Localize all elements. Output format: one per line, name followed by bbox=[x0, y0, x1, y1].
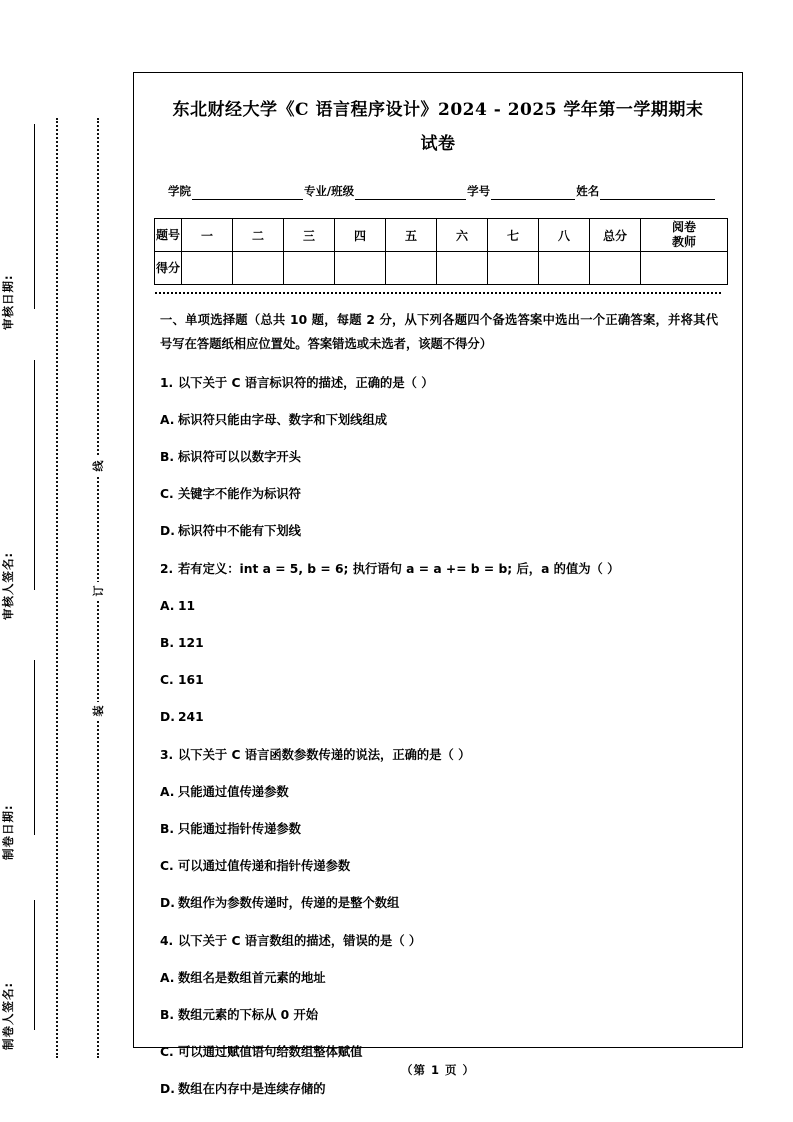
question-2-option-a[interactable] bbox=[160, 595, 718, 617]
score-table-header-row bbox=[155, 219, 728, 252]
score-column-header-4: 四 bbox=[335, 219, 386, 252]
page-title-line-2: 试卷 bbox=[420, 134, 456, 154]
score-cell-7[interactable] bbox=[488, 252, 539, 285]
seal-rule-3 bbox=[34, 660, 35, 835]
question-2-option-a-text: 11 bbox=[178, 599, 196, 613]
question-2-option-c[interactable] bbox=[160, 669, 718, 691]
question-2-option-d[interactable] bbox=[160, 706, 718, 728]
score-column-header-1: 一 bbox=[182, 219, 233, 252]
question-4-option-d-text: 数组在内存中是连续存储的 bbox=[178, 1082, 326, 1096]
question-3-option-b-text: 只能通过指针传递参数 bbox=[178, 822, 301, 836]
field-name[interactable] bbox=[600, 186, 715, 200]
teacher-label-line-2: 教师 bbox=[671, 235, 696, 249]
question-2-option-b-letter: B. bbox=[160, 636, 175, 650]
question-2-number: 2. bbox=[160, 562, 174, 576]
question-2-text: 若有定义：int a = 5, b = 6; 执行语句 a = a += b = b; 后，a 的值为（ ） bbox=[178, 562, 620, 576]
page-title bbox=[154, 93, 722, 161]
question-3-option-d-letter: D. bbox=[160, 896, 175, 910]
question-3-text: 以下关于 C 语言函数参数传递的说法，正确的是（ ） bbox=[178, 748, 471, 762]
page-title-line-1: 东北财经大学《C 语言程序设计》2024 - 2025 学年第一学期期末 bbox=[172, 100, 704, 120]
question-4-option-c-letter: C. bbox=[160, 1045, 174, 1059]
label-major-class: 专业/班级 bbox=[303, 184, 355, 198]
question-4-option-b-text: 数组元素的下标从 0 开始 bbox=[178, 1008, 319, 1022]
question-1-option-b-text: 标识符可以以数字开头 bbox=[178, 450, 301, 464]
field-student-id[interactable] bbox=[491, 186, 575, 200]
seal-rule-1 bbox=[34, 124, 35, 309]
score-cell-5[interactable] bbox=[386, 252, 437, 285]
field-major-class[interactable] bbox=[355, 186, 466, 200]
question-4-option-d-letter: D. bbox=[160, 1082, 175, 1096]
seal-label-preparer-signature: 制卷人签名: bbox=[1, 981, 15, 1050]
question-1-option-a-text: 标识符只能由字母、数字和下划线组成 bbox=[178, 413, 388, 427]
question-4-option-d[interactable] bbox=[160, 1078, 718, 1100]
seal-rule-4 bbox=[34, 900, 35, 1030]
score-cell-2[interactable] bbox=[233, 252, 284, 285]
score-cell-total[interactable] bbox=[590, 252, 641, 285]
question-1-option-d-letter: D. bbox=[160, 524, 175, 538]
question-2-option-b-text: 121 bbox=[178, 636, 204, 650]
question-2-option-b[interactable] bbox=[160, 632, 718, 654]
question-3-option-c-letter: C. bbox=[160, 859, 174, 873]
section-divider-dotted bbox=[155, 292, 721, 294]
question-4-text: 以下关于 C 语言数组的描述，错误的是（ ） bbox=[178, 934, 422, 948]
seal-label-review-date: 审核日期: bbox=[1, 274, 15, 330]
question-3-option-a-letter: A. bbox=[160, 785, 175, 799]
seal-char-ding: 订 bbox=[87, 582, 109, 600]
teacher-label-line-1: 阅卷 bbox=[671, 220, 696, 234]
question-1-option-c-text: 关键字不能作为标识符 bbox=[178, 487, 301, 501]
question-4-option-a-letter: A. bbox=[160, 971, 175, 985]
question-4-number: 4. bbox=[160, 934, 174, 948]
score-column-header-3: 三 bbox=[284, 219, 335, 252]
question-3-option-d[interactable] bbox=[160, 892, 718, 914]
score-table-value-row bbox=[155, 252, 728, 285]
question-3-stem bbox=[160, 744, 718, 766]
question-4-option-b-letter: B. bbox=[160, 1008, 175, 1022]
question-2-stem bbox=[160, 558, 718, 580]
seal-char-xian: 线 bbox=[87, 457, 109, 475]
score-column-header-6: 六 bbox=[437, 219, 488, 252]
label-name: 姓名 bbox=[576, 184, 600, 198]
score-cell-3[interactable] bbox=[284, 252, 335, 285]
label-student-id: 学号 bbox=[467, 184, 491, 198]
score-table bbox=[154, 218, 728, 285]
question-1-option-d-text: 标识符中不能有下划线 bbox=[178, 524, 301, 538]
question-1-stem bbox=[160, 372, 718, 394]
question-2-option-c-text: 161 bbox=[178, 673, 204, 687]
question-2-option-a-letter: A. bbox=[160, 599, 175, 613]
score-column-header-total: 总分 bbox=[590, 219, 641, 252]
seal-rule-2 bbox=[34, 360, 35, 590]
question-3-option-a[interactable] bbox=[160, 781, 718, 803]
section-1-intro: 一、单项选择题（总共 10 题，每题 2 分，从下列各题四个备选答案中选出一个正确答案，并将其代号写在答题纸相应位置处。答案错选或未选者，该题不得分） bbox=[160, 313, 718, 351]
score-cell-8[interactable] bbox=[539, 252, 590, 285]
score-table-header-stub-text: 题号 bbox=[155, 228, 180, 242]
question-1-option-d[interactable] bbox=[160, 520, 718, 542]
sealing-line-margin bbox=[0, 0, 133, 1122]
score-column-header-8: 八 bbox=[539, 219, 590, 252]
score-cell-1[interactable] bbox=[182, 252, 233, 285]
question-3-option-c[interactable] bbox=[160, 855, 718, 877]
score-cell-4[interactable] bbox=[335, 252, 386, 285]
question-1-option-a[interactable] bbox=[160, 409, 718, 431]
question-4-stem bbox=[160, 930, 718, 952]
question-1-option-a-letter: A. bbox=[160, 413, 175, 427]
seal-label-reviewer-signature: 审核人签名: bbox=[1, 551, 15, 620]
question-3-option-c-text: 可以通过值传递和指针传递参数 bbox=[178, 859, 351, 873]
score-cell-teacher[interactable] bbox=[641, 252, 728, 285]
score-column-header-2: 二 bbox=[233, 219, 284, 252]
seal-char-zhuang: 装 bbox=[87, 702, 109, 720]
question-2-option-d-text: 241 bbox=[178, 710, 204, 724]
question-1-option-c-letter: C. bbox=[160, 487, 174, 501]
question-3-number: 3. bbox=[160, 748, 174, 762]
question-2-option-d-letter: D. bbox=[160, 710, 175, 724]
exam-body bbox=[160, 308, 718, 1100]
question-4-option-c[interactable] bbox=[160, 1041, 718, 1063]
question-3-option-b-letter: B. bbox=[160, 822, 175, 836]
score-column-header-teacher bbox=[641, 219, 728, 252]
question-1-number: 1. bbox=[160, 376, 174, 390]
page-footer: （第 1 页 ） bbox=[400, 1063, 475, 1077]
score-column-header-7: 七 bbox=[488, 219, 539, 252]
question-4-option-b[interactable] bbox=[160, 1004, 718, 1026]
question-3-option-a-text: 只能通过值传递参数 bbox=[178, 785, 289, 799]
question-3-option-b[interactable] bbox=[160, 818, 718, 840]
question-2-option-c-letter: C. bbox=[160, 673, 174, 687]
question-1-text: 以下关于 C 语言标识符的描述，正确的是（ ） bbox=[178, 376, 434, 390]
score-table-row-stub bbox=[155, 252, 182, 285]
question-1-option-c[interactable] bbox=[160, 483, 718, 505]
question-4-option-a-text: 数组名是数组首元素的地址 bbox=[178, 971, 326, 985]
question-1-option-b[interactable] bbox=[160, 446, 718, 468]
score-cell-6[interactable] bbox=[437, 252, 488, 285]
score-table-row-stub-text: 得分 bbox=[155, 261, 180, 275]
question-3-option-d-text: 数组作为参数传递时，传递的是整个数组 bbox=[178, 896, 400, 910]
score-table-header-stub bbox=[155, 219, 182, 252]
seal-label-prepare-date: 制卷日期: bbox=[1, 804, 15, 860]
question-4-option-c-text: 可以通过赋值语句给数组整体赋值 bbox=[178, 1045, 363, 1059]
label-college: 学院 bbox=[168, 184, 191, 198]
student-info-line bbox=[168, 183, 716, 200]
question-1-option-b-letter: B. bbox=[160, 450, 175, 464]
score-column-header-5: 五 bbox=[386, 219, 437, 252]
sealing-dotted-line-outer bbox=[56, 118, 58, 1058]
field-college[interactable] bbox=[192, 186, 303, 200]
question-4-option-a[interactable] bbox=[160, 967, 718, 989]
